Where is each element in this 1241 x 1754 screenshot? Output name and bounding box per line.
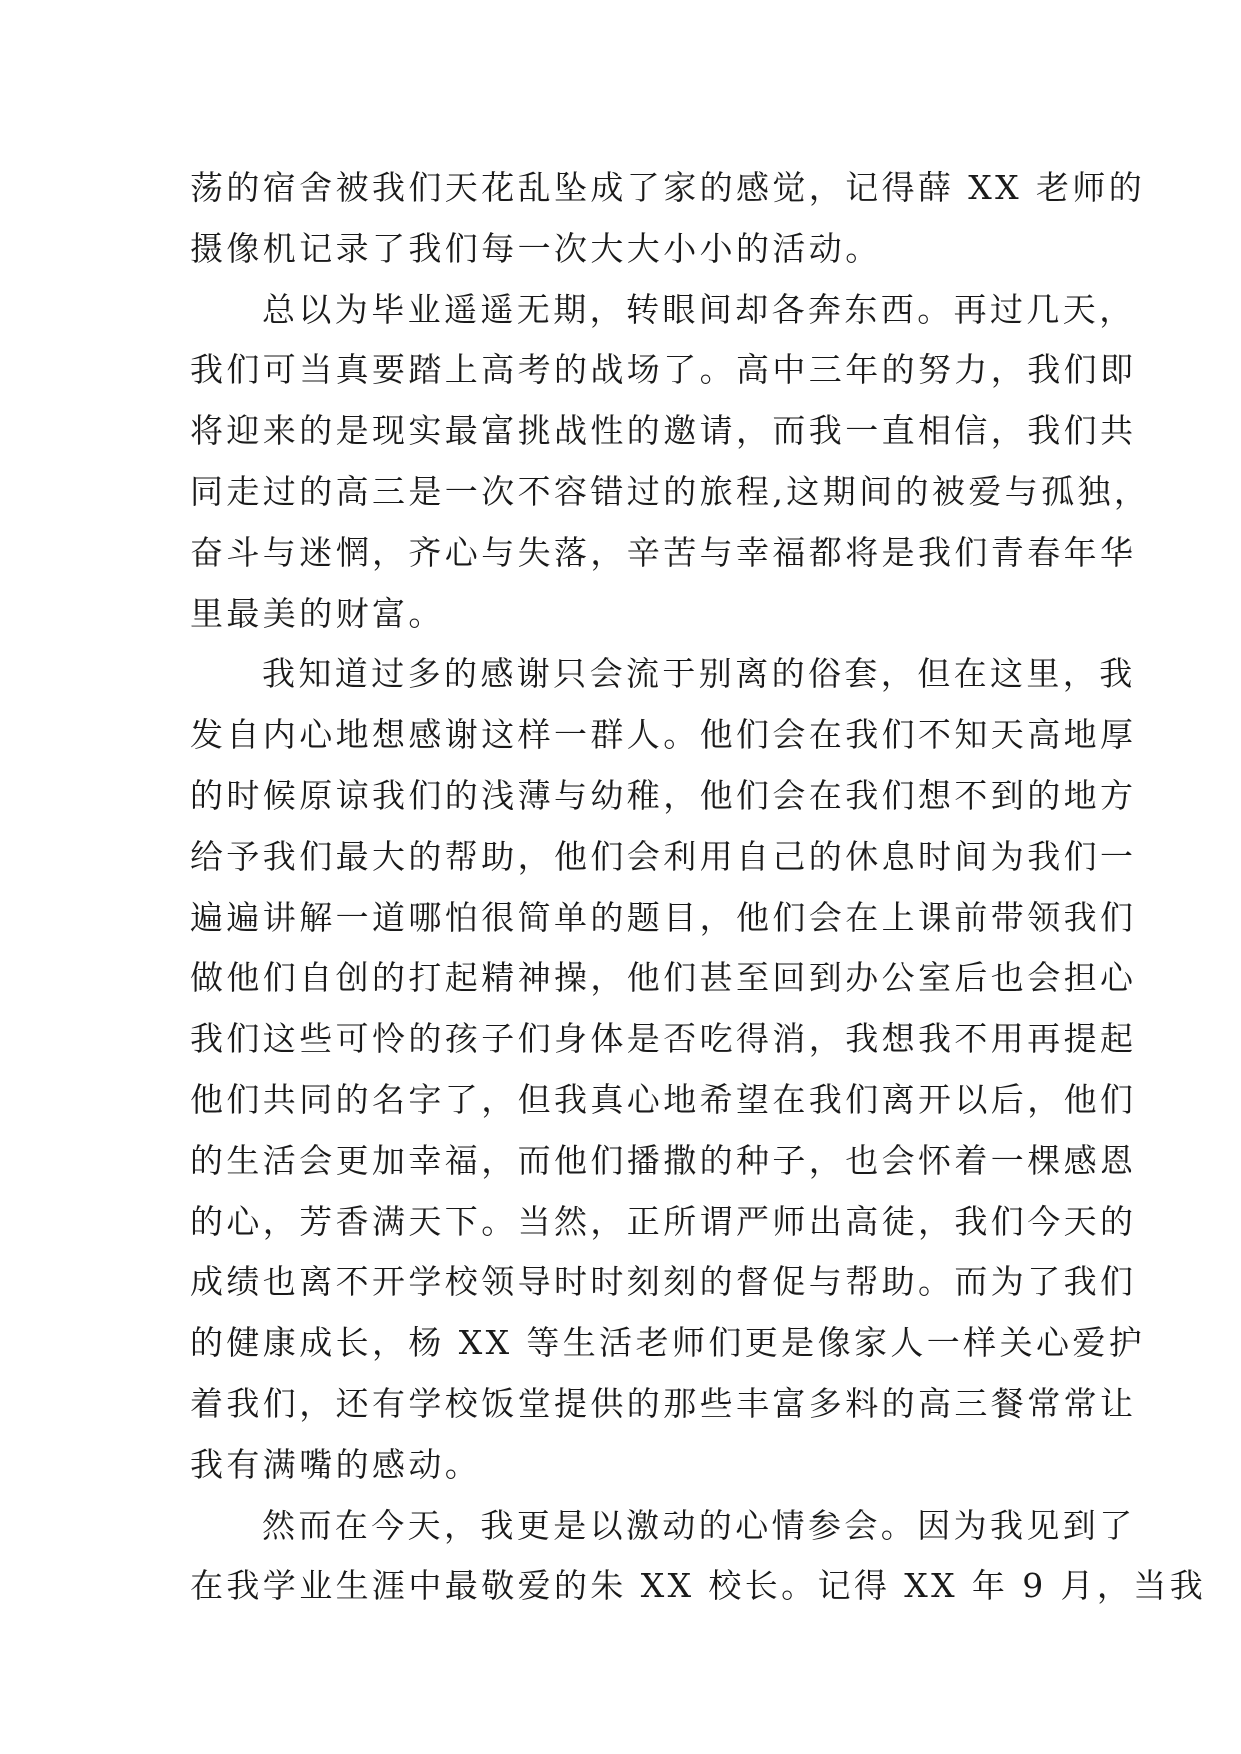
text-line: 我们这些可怜的孩子们身体是否吃得消，我想我不用再提起 — [190, 1019, 1137, 1059]
text-line: 的心，芳香满天下。当然，正所谓严师出高徒，我们今天的 — [190, 1201, 1137, 1241]
text-line: 将迎来的是现实最富挑战性的邀请，而我一直相信，我们共 — [190, 411, 1137, 451]
text-line: 的健康成长，杨 XX 等生活老师们更是像家人一样关心爱护 — [190, 1323, 1146, 1363]
text-line: 我知道过多的感谢只会流于别离的俗套，但在这里，我 — [262, 654, 1136, 694]
text-line: 他们共同的名字了，但我真心地希望在我们离开以后，他们 — [190, 1079, 1137, 1119]
text-line: 给予我们最大的帮助，他们会利用自己的休息时间为我们一 — [190, 836, 1137, 876]
text-line: 成绩也离不开学校领导时时刻刻的督促与帮助。而为了我们 — [190, 1262, 1137, 1302]
text-line: 里最美的财富。 — [190, 593, 445, 633]
text-line: 遍遍讲解一道哪怕很简单的题目，他们会在上课前带领我们 — [190, 897, 1137, 937]
text-line: 的生活会更加幸福，而他们播撒的种子，也会怀着一棵感恩 — [190, 1140, 1137, 1180]
text-line: 同走过的高三是一次不容错过的旅程,这期间的被爱与孤独， — [190, 471, 1151, 511]
text-line: 摄像机记录了我们每一次大大小小的活动。 — [190, 228, 882, 268]
text-line: 发自内心地想感谢这样一群人。他们会在我们不知天高地厚 — [190, 715, 1137, 755]
text-line: 奋斗与迷惘，齐心与失落，辛苦与幸福都将是我们青春年华 — [190, 532, 1137, 572]
text-line: 着我们，还有学校饭堂提供的那些丰富多料的高三餐常常让 — [190, 1383, 1137, 1423]
text-line: 荡的宿舍被我们天花乱坠成了家的感觉，记得薛 XX 老师的 — [190, 168, 1146, 207]
text-line: 我们可当真要踏上高考的战场了。高中三年的努力，我们即 — [190, 350, 1137, 390]
text-line: 做他们自创的打起精神操，他们甚至回到办公室后也会担心 — [190, 958, 1137, 998]
text-line: 然而在今天，我更是以激动的心情参会。因为我见到了 — [262, 1505, 1136, 1545]
text-line: 总以为毕业遥遥无期，转眼间却各奔东西。再过几天， — [262, 289, 1136, 329]
body-text — [190, 158, 1207, 1617]
text-line: 我有满嘴的感动。 — [190, 1444, 482, 1484]
text-line: 在我学业生涯中最敬爱的朱 XX 校长。记得 XX 年 9 月，当我 — [190, 1566, 1207, 1606]
text-line: 的时候原谅我们的浅薄与幼稚，他们会在我们想不到的地方 — [190, 775, 1137, 815]
